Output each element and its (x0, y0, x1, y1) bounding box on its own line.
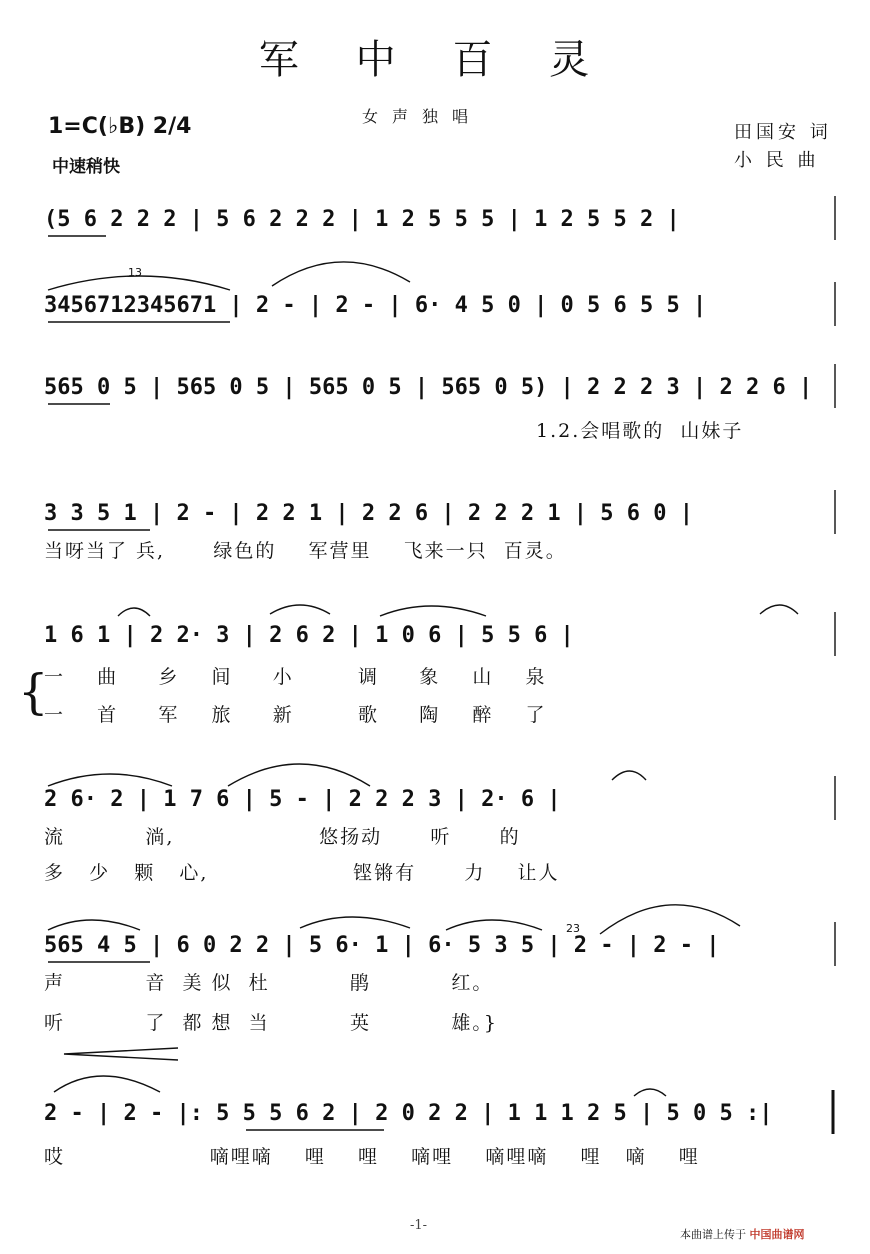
lyric-row-3: 1.2.会唱歌的 山妹子 (536, 420, 744, 442)
tempo-marking: 中速稍快 (52, 157, 120, 177)
score-row-5: 1 6 1 | 2 2· 3 | 2 6 2 | 1 0 6 | 5 5 6 | (44, 623, 574, 648)
score-row-3: 565 0 5 | 565 0 5 | 565 0 5 | 565 0 5) | 2 2 2 3 | 2 2 6 | (44, 375, 813, 400)
lyric-row-8: 哎 嘀哩嘀 哩 哩 嘀哩 嘀哩嘀 哩 嘀 哩 (44, 1146, 700, 1168)
score-row-6: 2 6· 2 | 1 7 6 | 5 - | 2 2 2 3 | 2· 6 | (44, 787, 561, 812)
song-subtitle: 女声独唱 (362, 107, 483, 126)
lyric-row-7a: 声 音 美 似 杜 鹃 红。 (44, 972, 494, 994)
lyric-row-5b: 一 首 军 旅 新 歌 陶 醉 了 (44, 704, 547, 726)
site-logo: 中国曲谱网 (749, 1228, 805, 1241)
composer-credit: 小 民 曲 (734, 150, 820, 171)
key-signature: 1=C(♭B) 2/4 (48, 114, 192, 139)
upload-footer (680, 1226, 805, 1242)
score-row-7: 565 4 5 | 6 0 2 2 | 5 6· 1 | 6· 5 3 5 | 2 - | 2 - | (44, 933, 720, 958)
lyric-row-4: 当呀当了 兵, 绿色的 军营里 飞来一只 百灵。 (44, 540, 567, 562)
lyric-row-7b: 听 了 都 想 当 英 雄。} (44, 1012, 498, 1034)
page-number: -1- (410, 1218, 428, 1233)
score-row-1: (5 6 2 2 2 | 5 6 2 2 2 | 1 2 5 5 5 | 1 2 5 5 2 | (44, 207, 680, 232)
grace-notes: 23 (566, 922, 580, 935)
score-row-4: 3 3 5 1 | 2 - | 2 2 1 | 2 2 6 | 2 2 2 1 | 5 6 0 | (44, 501, 694, 526)
song-title: 军 中 百 灵 (258, 37, 612, 83)
lyric-row-6a: 流 淌, 悠扬动 听 的 (44, 826, 521, 848)
tuplet-number: 13 (128, 266, 142, 279)
upload-text: 本曲谱上传于 (680, 1228, 746, 1241)
lyricist-credit: 田国安 词 (734, 122, 832, 143)
score-row-8: 2 - | 2 - |: 5 5 5 6 2 | 2 0 2 2 | 1 1 1 2 5 | 5 0 5 :| (44, 1101, 773, 1126)
lyric-row-6b: 多 少 颗 心, 铿锵有 力 让人 (44, 862, 560, 884)
lyric-row-5a: 一 曲 乡 间 小 调 象 山 泉 (44, 666, 547, 688)
verse-brace: { (18, 664, 49, 720)
score-row-2: 3456712345671 | 2 - | 2 - | 6· 4 5 0 | 0 5 6 5 5 | (44, 293, 707, 318)
